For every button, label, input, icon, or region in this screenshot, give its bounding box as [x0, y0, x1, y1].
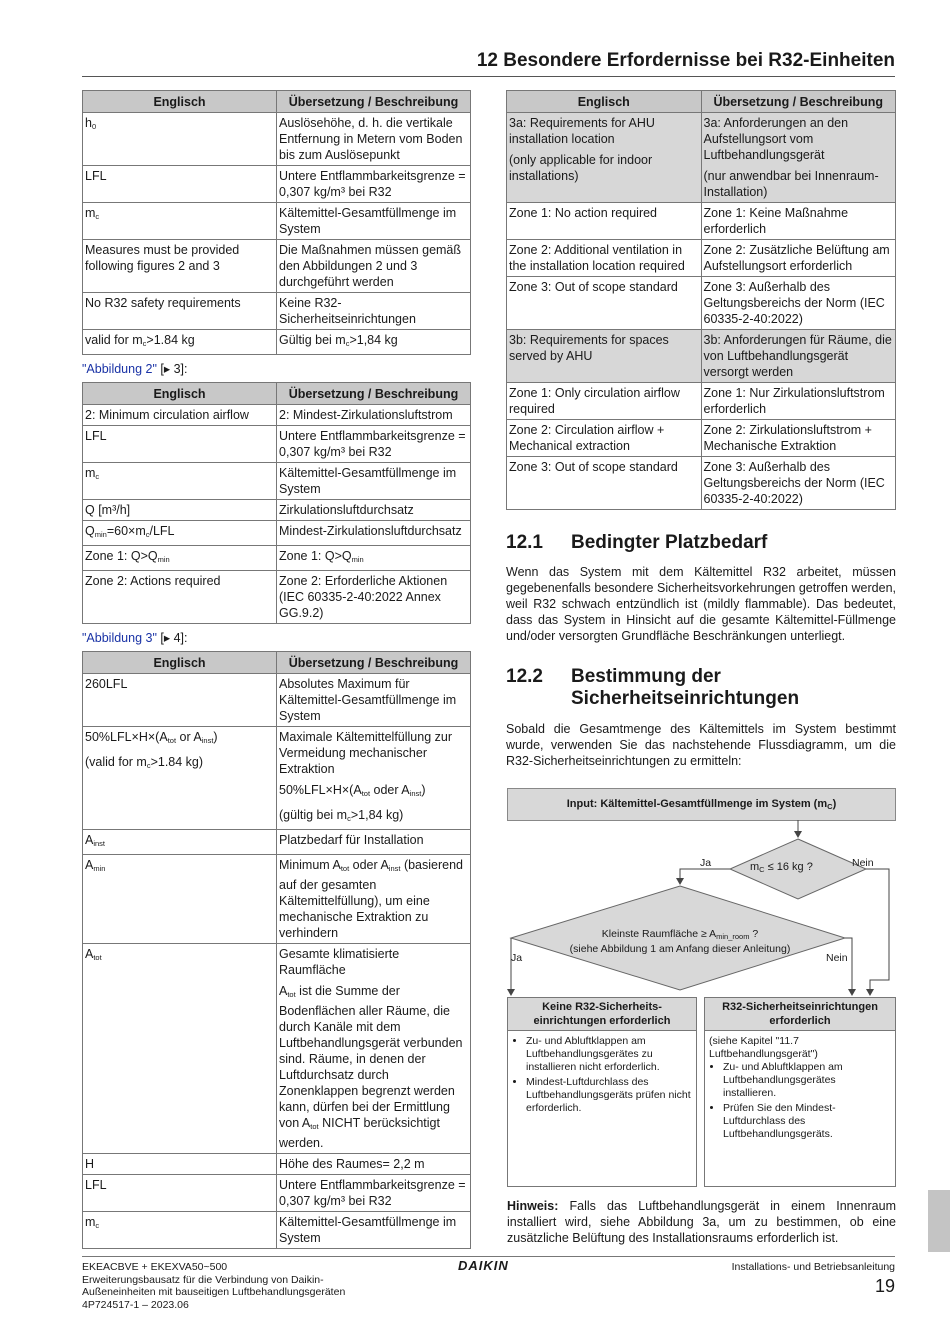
term-ainst: $A_{inst}$	[83, 830, 277, 855]
term-h0: $h_0$	[83, 113, 277, 166]
section-paragraph: Sobald die Gesamtmenge des Kältemittels im System bestimmt wurde, verwenden Sie das nachstehende Flussdiagramm, um die R32-Sicherheitseinrichtungen zu ermitteln:	[506, 722, 896, 768]
section-number: 12.1	[506, 532, 543, 553]
desc: Keine R32-Sicherheitseinrichtungen	[277, 293, 471, 330]
term: LFL	[83, 426, 277, 463]
desc: Kältemittel-Gesamtfüllmenge im System	[277, 463, 471, 500]
note-text: Falls das Luftbehandlungsgerät in einem Innenraum installiert wird, siehe Abbildung 3a, um zu bestimmen, ob eine zusätzliche Belüftung des Installationsraums erforderlich ist.	[507, 1199, 896, 1245]
table-row	[507, 203, 896, 240]
term: $50\%LFL\times H\times(A_{tot}$ or $A_{inst}$) (valid for $m_c>1.84$ kg)	[83, 727, 277, 830]
section-12-2	[506, 666, 896, 769]
term: LFL	[83, 1175, 277, 1212]
desc: Auslösehöhe, d. h. die vertikale Entfernung in Metern vom Boden bis zum Auslösepunkt	[277, 113, 471, 166]
table-figure1-terms	[82, 90, 471, 355]
term: Zone 3: Out of scope standard	[507, 457, 702, 510]
section-12-1	[506, 532, 896, 644]
flow-input-box: Input: Kältemittel-Gesamtfüllmenge im System $(m_C)$	[507, 788, 896, 821]
table-row	[83, 405, 471, 426]
table-figure3-terms	[82, 651, 471, 1249]
note-label: Hinweis:	[507, 1199, 559, 1213]
table-row-section	[507, 113, 896, 203]
footer-description: Erweiterungsbausatz für die Verbindung von Daikin-Außeneinheiten mit bauseitigen Luftbehandlungsgeräten	[82, 1273, 346, 1298]
term: Zone 1: No action required	[507, 203, 702, 240]
term: Zone 2: Circulation airflow + Mechanical extraction	[507, 420, 702, 457]
table-row	[83, 855, 471, 944]
term: Zone 1: $Q>Q_{min}$	[83, 546, 277, 571]
decision-room-no: Nein	[826, 952, 848, 964]
term-amin: $A_{min}$	[83, 855, 277, 944]
desc: Zone 1: $Q>Q_{min}$	[277, 546, 471, 571]
table-row	[83, 426, 471, 463]
result-box-title: Keine R32-Sicherheits-einrichtungen erforderlich	[508, 998, 696, 1031]
footer-doc-number: 4P724517-1 – 2023.06	[82, 1298, 189, 1311]
term: LFL	[83, 166, 277, 203]
column-header-translation: Übersetzung / Beschreibung	[277, 91, 471, 113]
desc: Die Maßnahmen müssen gemäß den Abbildungen 2 und 3 durchgeführt werden	[277, 240, 471, 293]
section-paragraph: Wenn das System mit dem Kältemittel R32 arbeitet, müssen gegebenenfalls besondere Sicherheitsvorkehrungen getroffen werden, weil R32 schwach entzündlich ist (mildly flammable). Das bedeutet, dass das System in Hinsicht auf die gesamte Kältemittel-Füllmenge und/oder versorgten Grundfläche Beschränkungen unterliegt.	[506, 565, 896, 643]
desc: Untere Entflammbarkeitsgrenze = 0,307 kg/m³ bei R32	[277, 1175, 471, 1212]
table-row	[507, 240, 896, 277]
desc: Untere Entflammbarkeitsgrenze = 0,307 kg/m³ bei R32	[277, 426, 471, 463]
table-row	[83, 944, 471, 1154]
desc: Zone 2: Zusätzliche Belüftung am Aufstellungsort erforderlich	[701, 240, 896, 277]
desc: Kältemittel-Gesamtfüllmenge im System	[277, 1212, 471, 1249]
term-mc: $m_c$	[83, 463, 277, 500]
decision-mc-text: $m_C \le 16$ kg ?	[750, 861, 813, 874]
figure3-link[interactable]: "Abbildung 3"	[82, 631, 157, 645]
desc: Mindest-Zirkulationsluftdurchsatz	[277, 521, 471, 546]
table-row	[83, 463, 471, 500]
desc: Absolutes Maximum für Kältemittel-Gesamtfüllmenge im System	[277, 674, 471, 727]
desc: 2: Mindest-Zirkulationsluftstrom	[277, 405, 471, 426]
term: 3b: Requirements for spaces served by AHU	[507, 330, 702, 383]
table-row	[83, 166, 471, 203]
figure2-link[interactable]: "Abbildung 2"	[82, 362, 157, 376]
term-mc: $m_c$	[83, 1212, 277, 1249]
term-mc: $m_c$	[83, 203, 277, 240]
term: Zone 1: Only circulation airflow required	[507, 383, 702, 420]
term: 2: Minimum circulation airflow	[83, 405, 277, 426]
table-row	[83, 293, 471, 330]
table-zones	[506, 90, 896, 510]
term: Q [m³/h]	[83, 500, 277, 521]
term-atot: $A_{tot}$	[83, 944, 277, 1154]
column-header-english: Englisch	[83, 383, 277, 405]
desc: Höhe des Raumes= 2,2 m	[277, 1154, 471, 1175]
section-number: 12.2	[506, 666, 543, 687]
desc: Zone 1: Keine Maßnahme erforderlich	[701, 203, 896, 240]
side-tab-marker	[928, 1190, 950, 1252]
footer-product-info	[82, 1261, 382, 1311]
table-row	[83, 521, 471, 546]
table-row	[83, 500, 471, 521]
term: H	[83, 1154, 277, 1175]
term: Measures must be provided following figures 2 and 3	[83, 240, 277, 293]
desc: Platzbedarf für Installation	[277, 830, 471, 855]
term: valid for $m_c>1.84$ kg	[83, 330, 277, 355]
desc: Zone 1: Nur Zirkulationsluftstrom erforderlich	[701, 383, 896, 420]
desc: Minimum $A_{tot}$ oder $A_{inst}$ (basierend auf der gesamten Kältemittelfüllung), um eine mechanische Extraktion zu verhindern	[277, 855, 471, 944]
table-row	[83, 330, 471, 355]
table-row	[83, 546, 471, 571]
column-header-english: Englisch	[507, 91, 702, 113]
column-header-translation: Übersetzung / Beschreibung	[701, 91, 896, 113]
table-row	[507, 277, 896, 330]
desc: Gesamte klimatisierte Raumfläche $A_{tot}$ ist die Summe der Bodenflächen aller Räume, die durch Kanäle mit dem Luftbehandlungsgerät verbunden sind. Räume, in denen der Luftdurchsatz durch Zonenklappen begrenzt werden kann, dürfen bei der Ermittlung von $A_{tot}$ NICHT berücksichtigt werden.	[277, 944, 471, 1154]
term: 260LFL	[83, 674, 277, 727]
decision-mc-no: Nein	[852, 857, 874, 869]
desc: Zone 3: Außerhalb des Geltungsbereichs der Norm (IEC 60335-2-40:2022)	[701, 277, 896, 330]
list-item: • Zu- und Abluftklappen am Luftbehandlungsgerätes zu installieren nicht erforderlich.	[526, 1035, 692, 1074]
table-row	[83, 203, 471, 240]
footer-doc-title: Installations- und Betriebsanleitung	[731, 1261, 895, 1273]
table-row	[83, 1212, 471, 1249]
table-row	[83, 113, 471, 166]
column-header-translation: Übersetzung / Beschreibung	[277, 383, 471, 405]
table-row	[507, 457, 896, 510]
footer-model: EKEACBVE + EKEXVA50~500	[82, 1261, 228, 1273]
right-column	[506, 90, 896, 769]
section-heading	[506, 666, 896, 710]
flowchart-connectors	[500, 820, 900, 1000]
table-row-section	[507, 330, 896, 383]
table-row	[507, 383, 896, 420]
list-item: • Prüfen Sie den Mindest-Luftdurchlass des Luftbehandlungsgeräts.	[723, 1102, 891, 1141]
desc: Zone 3: Außerhalb des Geltungsbereichs der Norm (IEC 60335-2-40:2022)	[701, 457, 896, 510]
list-item: • Mindest-Luftdurchlass des Luftbehandlungsgeräts prüfen nicht erforderlich.	[526, 1076, 692, 1115]
term: No R32 safety requirements	[83, 293, 277, 330]
table-row	[83, 1175, 471, 1212]
figure2-reference	[82, 361, 471, 376]
desc: 3b: Anforderungen für Räume, die von Luftbehandlungsgerät versorgt werden	[701, 330, 896, 383]
figure3-reference	[82, 630, 471, 645]
figure3-page-ref: [▸ 4]:	[156, 631, 188, 645]
result-box-intro: (siehe Kapitel "11.7 Luftbehandlungsgerät")	[709, 1035, 818, 1060]
desc: Zirkulationsluftdurchsatz	[277, 500, 471, 521]
note-paragraph	[507, 1198, 896, 1246]
table-row	[83, 240, 471, 293]
decision-room-text: Kleinste Raumfläche ≥ $A_{min\_room}$ ? (siehe Abbildung 1 am Anfang dieser Anleitung)	[569, 928, 791, 955]
left-column	[82, 90, 471, 1249]
result-box-safety-required	[704, 997, 896, 1187]
desc: Maximale Kältemittelfüllung zur Vermeidung mechanischer Extraktion $50\%LFL\times H\times(A_{tot}$ oder $A_{inst}$) (gültig bei $m_c>1,84$ kg)	[277, 727, 471, 830]
figure2-page-ref: [▸ 3]:	[156, 362, 188, 376]
term: Zone 3: Out of scope standard	[507, 277, 702, 330]
table-figure2-terms	[82, 382, 471, 624]
footer-rule	[82, 1256, 895, 1257]
page-header-title: 12 Besondere Erfordernisse bei R32-Einheiten	[476, 50, 895, 71]
result-box-no-safety	[507, 997, 697, 1187]
desc: Untere Entflammbarkeitsgrenze = 0,307 kg/m³ bei R32	[277, 166, 471, 203]
desc: Gültig bei $m_c>1,84$ kg	[277, 330, 471, 355]
section-title: Bedingter Platzbedarf	[571, 532, 768, 553]
table-row	[83, 674, 471, 727]
desc: Zone 2: Zirkulationsluftstrom + Mechanische Extraktion	[701, 420, 896, 457]
page-number: 19	[874, 1276, 895, 1296]
daikin-logo: DAIKIN	[458, 1258, 509, 1273]
section-heading	[506, 532, 896, 554]
table-row	[83, 727, 471, 830]
section-title: Bestimmung der Sicherheitseinrichtungen	[571, 666, 800, 709]
decision-mc-yes: Ja	[700, 857, 712, 869]
table-row	[83, 830, 471, 855]
table-row	[507, 420, 896, 457]
desc: Kältemittel-Gesamtfüllmenge im System	[277, 203, 471, 240]
term: Zone 2: Additional ventilation in the installation location required	[507, 240, 702, 277]
result-box-title: R32-Sicherheitseinrichtungen erforderlich	[705, 998, 895, 1031]
column-header-english: Englisch	[83, 652, 277, 674]
desc: 3a: Anforderungen an den Aufstellungsort vom Luftbehandlungsgerät (nur anwendbar bei Innenraum-Installation)	[701, 113, 896, 203]
term-qmin: $Q_{min}=60\times m_c$/LFL	[83, 521, 277, 546]
term: Zone 2: Actions required	[83, 571, 277, 624]
column-header-translation: Übersetzung / Beschreibung	[277, 652, 471, 674]
table-row	[83, 571, 471, 624]
term: 3a: Requirements for AHU installation location (only applicable for indoor installations)	[507, 113, 702, 203]
list-item: • Zu- und Abluftklappen am Luftbehandlungsgerätes installieren.	[723, 1061, 891, 1100]
table-row	[83, 1154, 471, 1175]
desc: Zone 2: Erforderliche Aktionen (IEC 60335-2-40:2022 Annex GG.9.2)	[277, 571, 471, 624]
decision-room-yes: Ja	[511, 952, 523, 964]
header-rule	[82, 76, 895, 77]
column-header-english: Englisch	[83, 91, 277, 113]
